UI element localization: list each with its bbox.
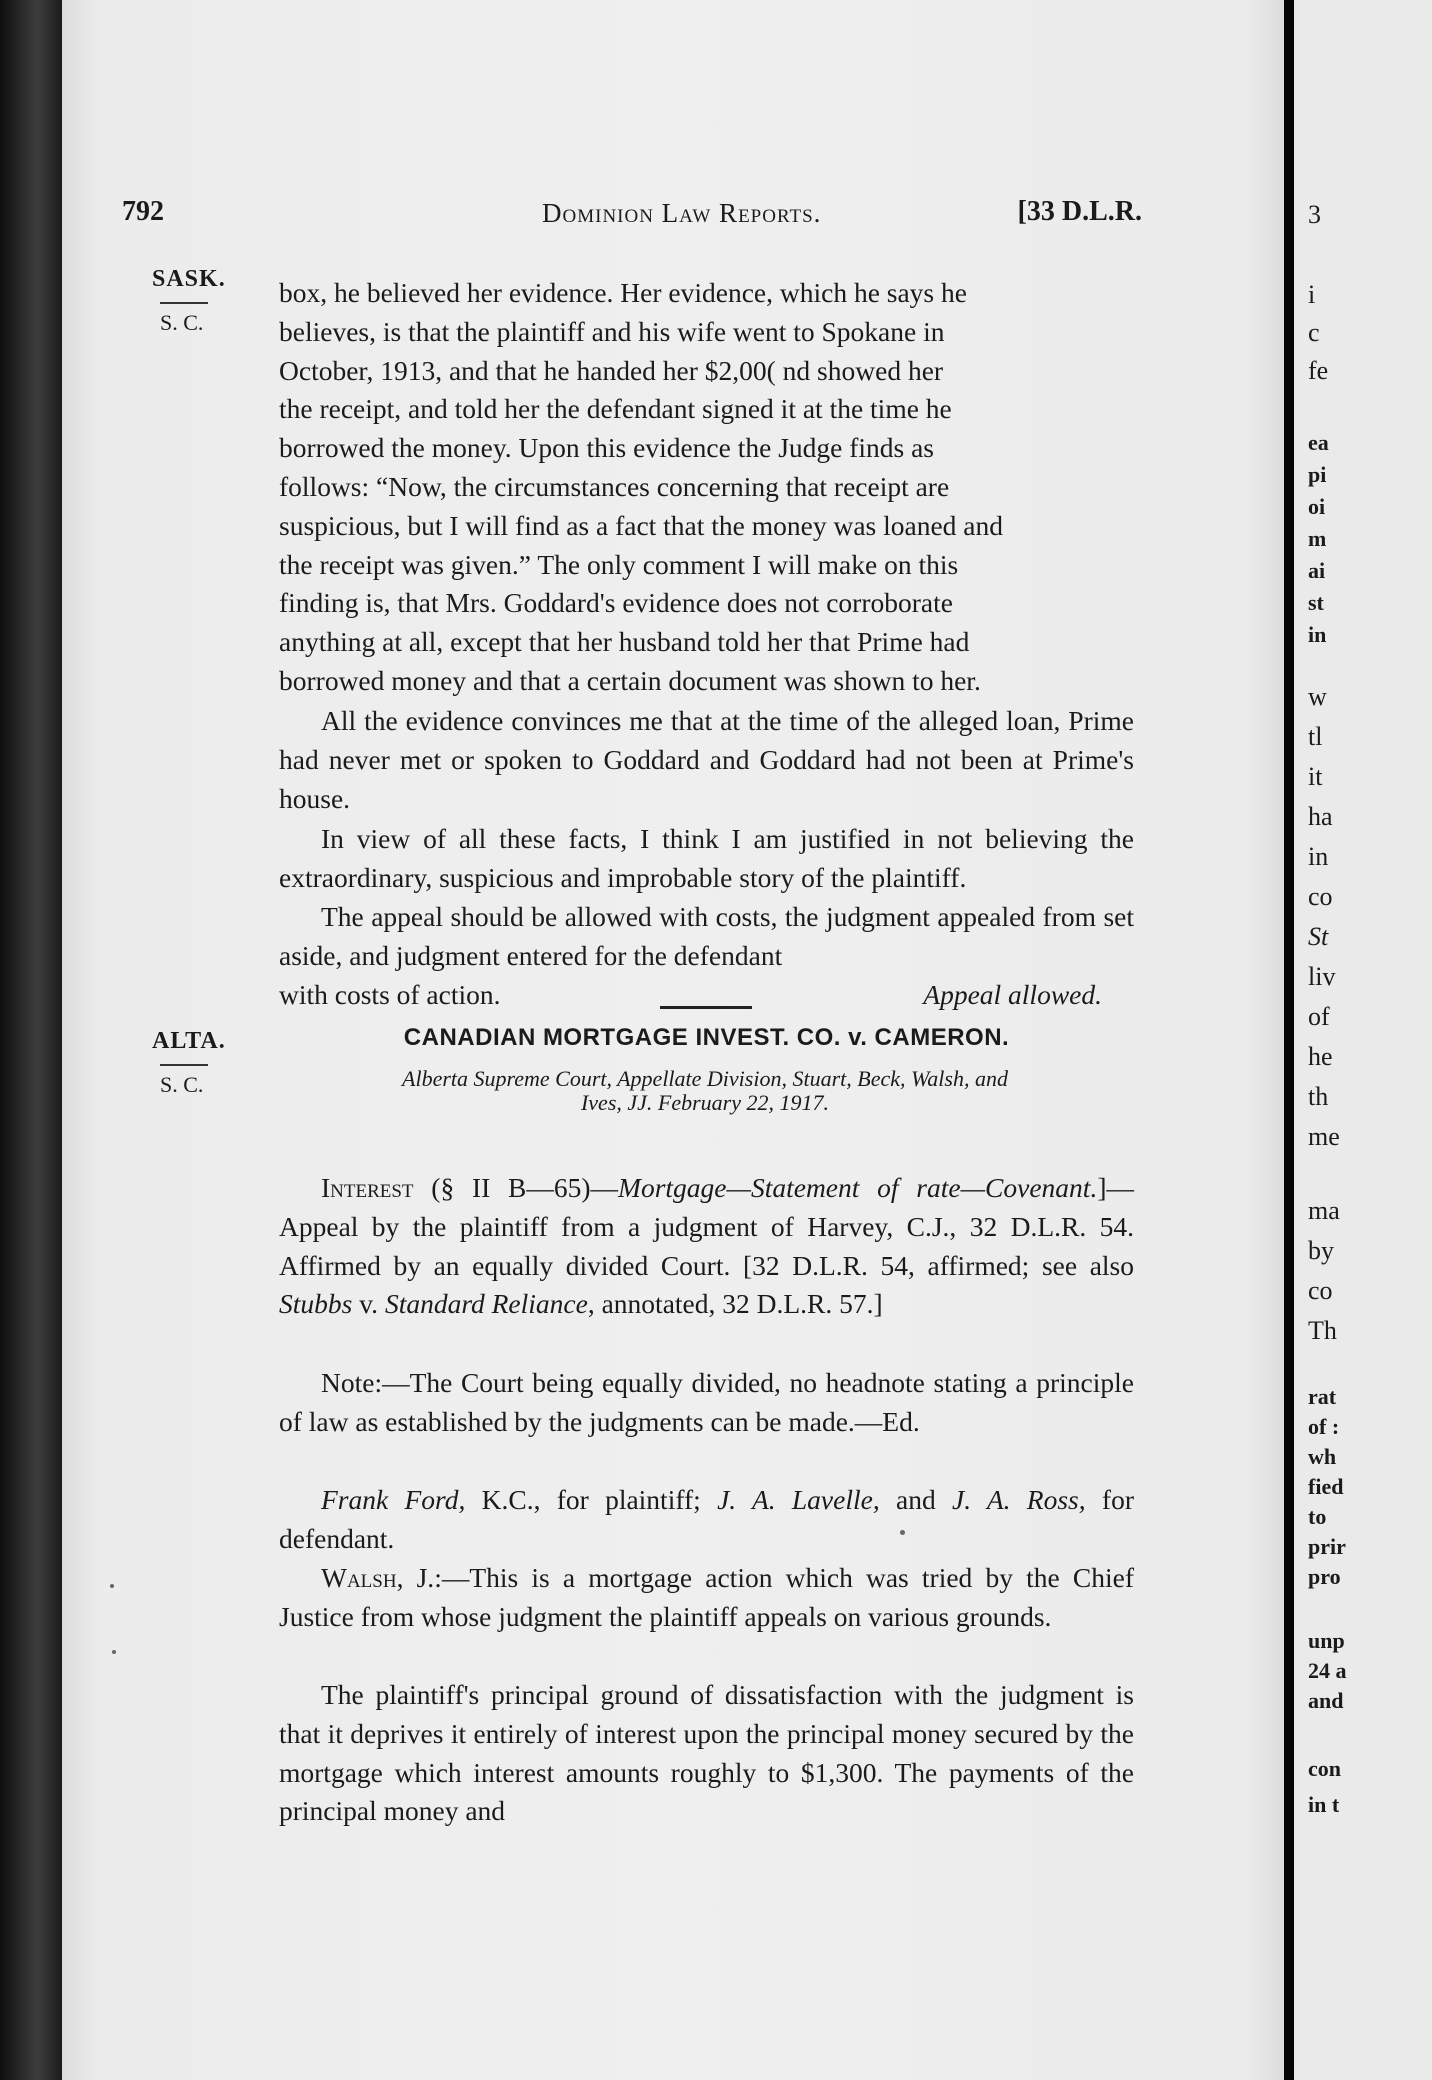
judgment-opening [279,1559,1134,1637]
right-page-fragment: and [1308,1688,1344,1713]
headnote-text-end: , annotated, 32 D.L.R. 57.] [587,1288,883,1320]
running-header [122,196,1142,236]
section-divider [660,1006,752,1009]
right-page-fragment: oi [1308,494,1326,519]
right-page-fragment: he [1308,1042,1333,1071]
right-page-fragment: con [1308,1756,1341,1781]
headnote-key: (§ II B—65)— [413,1172,619,1203]
court-line-1: Alberta Supreme Court, Appellate Division, Stuart, Beck, Walsh, and [402,1066,1008,1091]
margin-rule [160,302,208,304]
right-page-fragment: liv [1308,962,1336,991]
margin-province-alta: ALTA. [152,1028,226,1054]
headnote-text: ]—Appeal by the plaintiff from a judgment of Harvey, C.J., 32 D.L.R. 54. Affirmed by an equally divided Court. [32 D.L.R. 54, affirmed; see also [279,1172,1134,1281]
right-page-fragment: co [1308,882,1333,911]
running-title: Dominion Law Reports. [542,198,822,228]
print-speck [112,1650,116,1654]
right-page-fragment: it [1308,762,1323,791]
headnote-topic: Interest [321,1172,414,1203]
right-page-fragment: of : [1308,1414,1340,1439]
print-speck [110,1584,114,1588]
plaintiff-role: K.C., for plaintiff; [465,1484,718,1515]
counsel-and: and [879,1484,952,1515]
headnote-subject: Mortgage—Statement of rate—Covenant. [618,1172,1098,1203]
text-line: the receipt, and told her the defendant signed it at the time he [279,393,952,425]
book-page-right [1294,0,1432,2080]
defendant-counsel-2: J. A. Ross, [951,1484,1086,1515]
right-page-fragment: in [1308,842,1329,871]
right-page-fragment: in [1308,622,1327,647]
right-page-fragment: pi [1308,462,1327,487]
right-page-fragment: rat [1308,1384,1337,1409]
court-line-2: Ives, JJ. February 22, 1917. [580,1090,830,1115]
right-page-fragment: i [1308,280,1316,309]
continued-paragraph [279,274,1134,701]
text-line: October, 1913, and that he handed her $2,00( nd showed her [279,354,944,386]
right-page-fragment: Th [1308,1316,1337,1345]
right-page-fragment: 24 a [1308,1658,1347,1683]
margin-province-sask: SASK. [152,266,226,292]
right-page-fragment: me [1308,1122,1340,1151]
text-line: believes, is that the plaintiff and his wife went to Spokane in [279,315,945,347]
text-line: finding is, that Mrs. Goddard's evidence does not corroborate [279,587,953,619]
counsel-line [279,1481,1134,1559]
right-page-fragment: c [1308,318,1320,347]
defendant-counsel-1: J. A. Lavelle, [717,1484,880,1515]
text-line: box, he believed her evidence. Her evidence, which he says he [279,277,967,308]
text-line: the receipt was given.” The only comment I will make on this [279,548,959,580]
right-page-fragment: St [1308,922,1329,951]
appeal-text-end: with costs of action. [279,978,501,1010]
right-page-fragment: pro [1308,1564,1341,1589]
citation-party-b: Standard Reliance [384,1288,588,1320]
margin-court-sc: S. C. [160,1072,204,1097]
right-page-fragment: fied [1308,1474,1344,1499]
right-page-fragment: m [1308,526,1327,551]
right-page-fragment: of [1308,1002,1330,1031]
margin-court-sc: S. C. [160,310,204,335]
right-page-fragment: th [1308,1082,1329,1111]
text-line: suspicious, but I will find as a fact that the money was loaned and [279,509,1003,541]
binding-gutter [0,0,62,2080]
defendant-role: for defendant. [279,1484,1134,1554]
right-page-fragment: ha [1308,802,1333,831]
right-page-fragment: st [1308,590,1324,615]
plaintiff-counsel: Frank Ford, [321,1484,466,1515]
citation-v: v. [352,1288,385,1320]
right-page-fragment: ma [1308,1196,1340,1225]
paragraph-appeal [279,898,1134,1014]
right-page-fragment: prir [1308,1534,1346,1559]
right-page-fragment: ai [1308,558,1326,583]
right-page-fragment: tl [1308,722,1323,751]
right-page-fragment: unp [1308,1628,1345,1653]
right-page-fragment: in t [1308,1792,1340,1817]
right-page-fragment: by [1308,1236,1334,1265]
judge-name: Walsh, J. [321,1562,435,1593]
page-number: 792 [122,196,164,227]
right-page-fragment: wh [1308,1444,1337,1469]
judgment-text: :—This is a mortgage action which was tried by the Chief Justice from whose judgment the plaintiff appeals on various grounds. [279,1562,1134,1632]
print-speck [900,1530,905,1535]
appeal-text: The appeal should be allowed with costs, the judgment appealed from set aside, and judgment entered for the defendant [279,901,1134,971]
page-fold [1284,0,1294,2080]
right-page-fragment: to [1308,1504,1327,1529]
right-page-fragment: ea [1308,430,1329,455]
right-page-fragment: co [1308,1276,1333,1305]
paragraph-evidence: All the evidence convinces me that at the time of the alleged loan, Prime had never met or spoken to Goddard and Goddard had not been at Prime's house. [279,705,1134,814]
citation-party-a: Stubbs [279,1288,353,1320]
text-line: follows: “Now, the circumstances concerning that receipt are [279,470,950,502]
right-page-fragment: w [1308,682,1327,711]
text-line: borrowed money and that a certain document was shown to her. [279,664,981,696]
right-page-fragment: fe [1308,356,1329,385]
appeal-result: Appeal allowed. [923,978,1102,1010]
text-line: anything at all, except that her husband told her that Prime had [279,626,970,658]
editor-note: Note:—The Court being equally divided, no headnote stating a principle of law as established by the judgments can be made.—Ed. [279,1367,1134,1437]
headnote [279,1169,1134,1324]
case-title: CANADIAN MORTGAGE INVEST. CO. v. CAMERON. [403,1024,1010,1051]
paragraph-view: In view of all these facts, I think I am justified in not believing the extraordinary, suspicious and improbable story of the plaintiff. [279,823,1134,893]
final-paragraph: The plaintiff's principal ground of dissatisfaction with the judgment is that it deprives it entirely of interest upon the principal money secured by the mortgage which interest amounts roughly to $1,300. The payments of the principal money and [279,1679,1134,1827]
court-and-date [300,1067,1110,1115]
margin-rule [160,1064,208,1066]
text-line: borrowed the money. Upon this evidence the Judge finds as [279,432,935,464]
volume-reference: [33 D.L.R. [1017,196,1142,227]
right-page-fragment: 3 [1308,200,1321,229]
